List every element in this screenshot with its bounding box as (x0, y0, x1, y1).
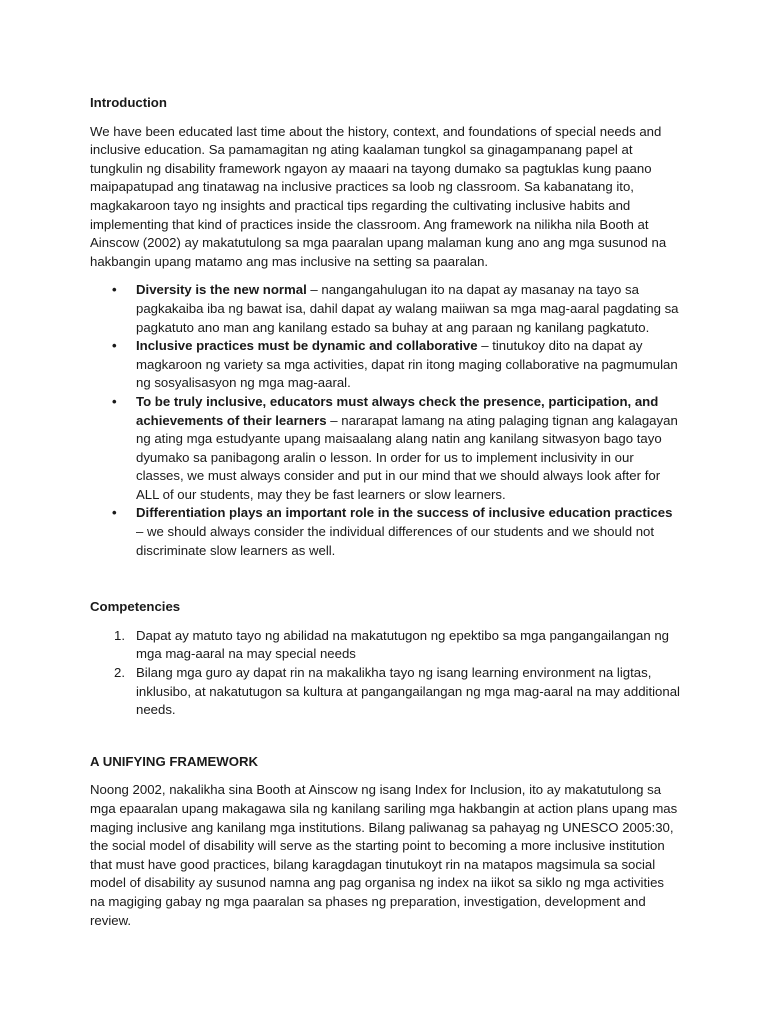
list-item (90, 281, 680, 337)
item-number: 1. (114, 627, 125, 643)
introduction-paragraph: We have been educated last time about the history, context, and foundations of special needs and inclusive education. Sa pamamagitan ng ating kaalaman tungkol sa ginagampanang papel at tungkulin ng disability framework ngayon ay maaari na tayong dumako sa pagtuklas kung paano maipapatupad ang tinatawag na inclusive practices sa loob ng classroom. Sa kabanatang ito, magkakaroon tayo ng insights and practical tips regarding the cultivating inclusive habits and implementing that kind of practices inside the classroom. Ang framework na nilikha nila Booth at Ainscow (2002) ay makatutulong sa mga paaralan upang malaman kung ano ang mga susunod na hakbangin upang matamo ang mas inclusive na setting sa paaralan. (90, 123, 667, 269)
introduction-heading: Introduction (90, 95, 167, 110)
item-text: Dapat ay matuto tayo ng abilidad na makatutugon ng epektibo sa mga pangangailangan ng mga mag-aaral na may special needs (136, 627, 670, 662)
bullet-title: Diversity is the new normal (136, 282, 307, 298)
bullet-title: Differentiation plays an important role in the success of inclusive education practices (136, 505, 673, 521)
bullet-icon: • (112, 338, 117, 354)
bullet-text: – tinutukoy dito na dapat ay magkaroon ng variety sa mga activities, dapat rin itong maging collaborative na pagmumulan ng sosyalisasyon ng mga mag-aaral. (136, 338, 678, 391)
bullet-icon: • (112, 282, 117, 298)
framework-heading: A UNIFYING FRAMEWORK (90, 753, 259, 769)
key-points-list (90, 281, 680, 560)
bullet-icon: • (112, 393, 117, 409)
item-text: Bilang mga guro ay dapat rin na makalikha tayo ng isang learning environment na ligtas, inklusibo, at nakatutugon sa kultura at pangangailangan ng mga mag-aaral na may additional needs. (136, 665, 680, 718)
competencies-list (90, 627, 680, 720)
bullet-text: – nangangahulugan ito na dapat ay masanay na tayo sa pagkakaiba iba ng bawat isa, dahil dapat ay walang maiiwan sa mga mag-aaral pagdating sa pagkatuto ano man ang kanilang estado sa buhay at ang paraan ng kanilang pagkatuto. (136, 282, 679, 335)
bullet-text: – nararapat lamang na ating palaging tignan ang kalagayan ng ating mga estudyante upang maisaalang alang natin ang kanilang sitwasyon bago tayo dyumako sa panibagong aralin o lesson. In order for us to implement inclusivity in our classes, we must always consider and put in our mind that we should always look after for ALL of our students, may they be fast learners or slow learners. (136, 412, 678, 502)
list-item (90, 504, 680, 560)
list-item (90, 337, 680, 393)
document-body (90, 94, 680, 930)
framework-paragraph: Noong 2002, nakalikha sina Booth at Ainscow ng isang Index for Inclusion, ito ay makatutulong sa mga epaaralan upang makagawa sila ng kanilang sariling mga hakbangin at action plans upang mas maging inclusive ang kanilang mga institutions. Bilang paliwanag sa pahayag ng UNESCO 2005:30, the social model of disability will serve as the starting point to becoming a more inclusive institution that must have good practices, bilang karagdagan tinutukoyt rin na matapos magsimula sa social model of disability ay susunod namna ang pag organisa ng index na iikot sa siklo ng mga activities na magiging gabay ng mga paaralan sa phases ng preparation, investigation, development and review. (90, 782, 678, 928)
bullet-title: To be truly inclusive, educators must always check the presence, participation, and achievements of their learners (136, 393, 659, 428)
bullet-title: Inclusive practices must be dynamic and collaborative (136, 338, 478, 354)
list-item (90, 664, 680, 720)
item-number: 2. (114, 665, 125, 681)
bullet-icon: • (112, 505, 117, 521)
bullet-text: – we should always consider the individual differences of our students and we should not discriminate slow learners as well. (136, 524, 655, 558)
list-item (90, 393, 680, 505)
competencies-heading: Competencies (90, 599, 181, 615)
list-item (90, 627, 680, 664)
